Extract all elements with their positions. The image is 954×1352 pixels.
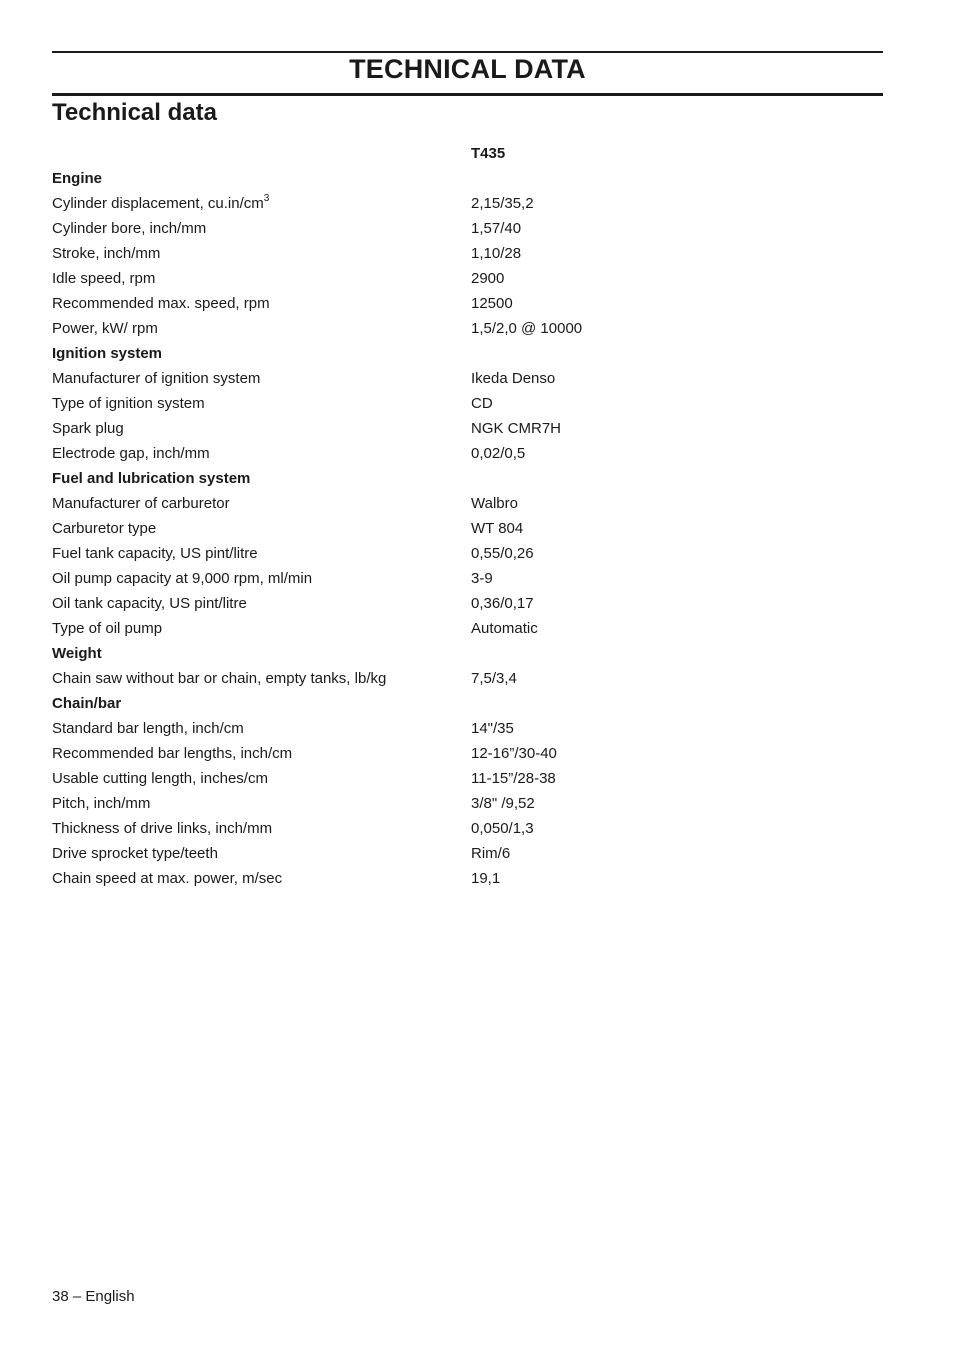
spec-label-text: Thickness of drive links, inch/mm bbox=[52, 820, 273, 837]
section-title: TECHNICAL DATA bbox=[349, 54, 586, 84]
spec-label-text: Recommended bar lengths, inch/cm bbox=[52, 745, 293, 762]
spec-label bbox=[52, 366, 260, 391]
spec-label bbox=[52, 741, 292, 766]
spec-label-text: Chain saw without bar or chain, empty tanks, lb/kg bbox=[52, 670, 387, 687]
spec-label-text: Manufacturer of ignition system bbox=[52, 370, 261, 387]
spec-value: 19,1 bbox=[471, 870, 501, 887]
spec-label-text: Weight bbox=[52, 645, 102, 662]
spec-label bbox=[52, 391, 205, 416]
spec-value: 12-16”/30-40 bbox=[471, 745, 557, 762]
spec-label-text: Idle speed, rpm bbox=[52, 270, 156, 287]
spec-row bbox=[52, 316, 652, 341]
spec-row bbox=[52, 416, 652, 441]
spec-value: 2900 bbox=[471, 270, 505, 287]
spec-label bbox=[52, 591, 247, 616]
spec-label-text: Oil tank capacity, US pint/litre bbox=[52, 595, 247, 612]
group-heading-row bbox=[52, 341, 652, 366]
spec-label-text: Ignition system bbox=[52, 345, 163, 362]
spec-row bbox=[52, 816, 652, 841]
group-heading-row bbox=[52, 691, 652, 716]
spec-label-text: Stroke, inch/mm bbox=[52, 245, 161, 262]
spec-label bbox=[52, 191, 269, 216]
spec-value: 7,5/3,4 bbox=[471, 670, 517, 687]
spec-label-text: Drive sprocket type/teeth bbox=[52, 845, 218, 862]
spec-label-text: Recommended max. speed, rpm bbox=[52, 295, 270, 312]
spec-label bbox=[52, 791, 150, 816]
spec-row bbox=[52, 666, 652, 691]
spec-label bbox=[52, 491, 230, 516]
spec-value: CD bbox=[471, 395, 493, 412]
group-heading bbox=[52, 166, 102, 191]
spec-label-text: Pitch, inch/mm bbox=[52, 795, 151, 812]
spec-value: 0,36/0,17 bbox=[471, 595, 534, 612]
spec-value: 1,5/2,0 @ 10000 bbox=[471, 320, 583, 337]
spec-value: 0,050/1,3 bbox=[471, 820, 534, 837]
spec-label-text: Usable cutting length, inches/cm bbox=[52, 770, 268, 787]
spec-label bbox=[52, 291, 270, 316]
spec-label-text: Manufacturer of carburetor bbox=[52, 495, 230, 512]
spec-value: 3/8" /9,52 bbox=[471, 795, 535, 812]
header-rule-bottom bbox=[52, 93, 883, 96]
spec-label-text: Engine bbox=[52, 170, 103, 187]
group-heading-row bbox=[52, 641, 652, 666]
spec-label-text: Fuel and lubrication system bbox=[52, 470, 251, 487]
spec-label-text: Carburetor type bbox=[52, 520, 157, 537]
spec-value: Automatic bbox=[471, 620, 538, 637]
spec-row bbox=[52, 216, 652, 241]
spec-label-text: Electrode gap, inch/mm bbox=[52, 445, 210, 462]
spec-value: 3-9 bbox=[471, 570, 493, 587]
spec-label bbox=[52, 441, 210, 466]
spec-row bbox=[52, 266, 652, 291]
spec-row bbox=[52, 791, 652, 816]
spec-label bbox=[52, 266, 155, 291]
group-heading bbox=[52, 466, 250, 491]
spec-value: Ikeda Denso bbox=[471, 370, 556, 387]
group-heading bbox=[52, 341, 162, 366]
spec-label bbox=[52, 666, 386, 691]
page-footer: 38 – English bbox=[52, 1288, 135, 1305]
group-heading bbox=[52, 691, 121, 716]
spec-value: 2,15/35,2 bbox=[471, 195, 534, 212]
spec-value: 1,10/28 bbox=[471, 245, 522, 262]
model-name: T435 bbox=[471, 145, 506, 162]
spec-label bbox=[52, 616, 162, 641]
spec-label-text: Spark plug bbox=[52, 420, 124, 437]
spec-row bbox=[52, 741, 652, 766]
spec-row bbox=[52, 841, 652, 866]
spec-row bbox=[52, 291, 652, 316]
spec-row bbox=[52, 491, 652, 516]
spec-label bbox=[52, 416, 124, 441]
spec-value: Rim/6 bbox=[471, 845, 511, 862]
group-heading-row bbox=[52, 166, 652, 191]
spec-label bbox=[52, 516, 156, 541]
spec-row bbox=[52, 391, 652, 416]
spec-label bbox=[52, 766, 268, 791]
spec-label bbox=[52, 866, 282, 891]
spec-row bbox=[52, 616, 652, 641]
spec-row bbox=[52, 591, 652, 616]
spec-label-text: Cylinder displacement, cu.in/cm bbox=[52, 195, 264, 212]
spec-label-text: Power, kW/ rpm bbox=[52, 320, 158, 337]
spec-label bbox=[52, 841, 218, 866]
spec-value: 1,57/40 bbox=[471, 220, 522, 237]
spec-row bbox=[52, 541, 652, 566]
spec-label bbox=[52, 566, 312, 591]
spec-row bbox=[52, 516, 652, 541]
spec-row bbox=[52, 366, 652, 391]
group-heading-row bbox=[52, 466, 652, 491]
spec-value: 11-15”/28-38 bbox=[471, 770, 556, 787]
spec-row bbox=[52, 191, 652, 216]
spec-label bbox=[52, 541, 258, 566]
spec-row bbox=[52, 766, 652, 791]
spec-label-text: Type of oil pump bbox=[52, 620, 163, 637]
spec-label-text: Type of ignition system bbox=[52, 395, 205, 412]
spec-row bbox=[52, 566, 652, 591]
spec-label bbox=[52, 241, 160, 266]
spec-label bbox=[52, 316, 158, 341]
spec-label-superscript: 3 bbox=[263, 193, 270, 204]
spec-value: NGK CMR7H bbox=[471, 420, 562, 437]
spec-label-text: Fuel tank capacity, US pint/litre bbox=[52, 545, 258, 562]
spec-row bbox=[52, 716, 652, 741]
spec-row bbox=[52, 441, 652, 466]
spec-row bbox=[52, 866, 652, 891]
spec-table bbox=[52, 141, 652, 891]
spec-label-text: Standard bar length, inch/cm bbox=[52, 720, 244, 737]
spec-value: 0,55/0,26 bbox=[471, 545, 534, 562]
spec-label bbox=[52, 216, 206, 241]
page-heading: Technical data bbox=[52, 99, 217, 126]
spec-label-text: Oil pump capacity at 9,000 rpm, ml/min bbox=[52, 570, 313, 587]
model-header-row bbox=[52, 141, 652, 166]
spec-row bbox=[52, 241, 652, 266]
spec-label-text: Chain/bar bbox=[52, 695, 122, 712]
spec-value: 14"/35 bbox=[471, 720, 514, 737]
spec-value: 12500 bbox=[471, 295, 513, 312]
spec-value: 0,02/0,5 bbox=[471, 445, 526, 462]
spec-value: WT 804 bbox=[471, 520, 524, 537]
group-heading bbox=[52, 641, 102, 666]
spec-label bbox=[52, 816, 272, 841]
spec-label-text: Cylinder bore, inch/mm bbox=[52, 220, 207, 237]
spec-label-text: Chain speed at max. power, m/sec bbox=[52, 870, 283, 887]
spec-label bbox=[52, 716, 244, 741]
spec-value: Walbro bbox=[471, 495, 518, 512]
